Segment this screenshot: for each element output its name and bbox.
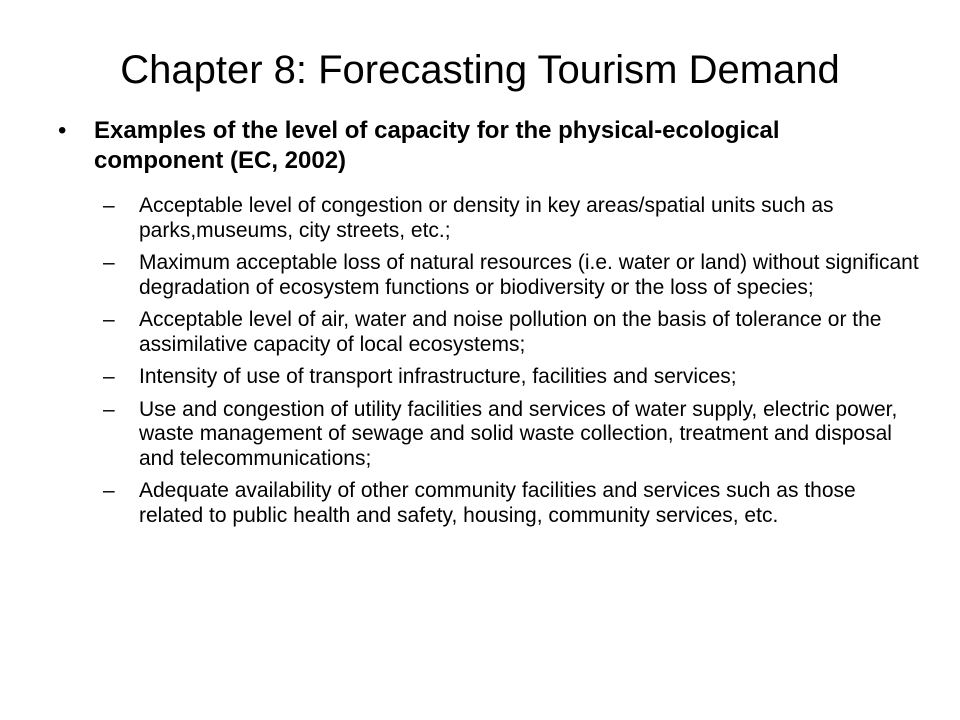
dash-marker: – (103, 194, 115, 217)
dash-marker: – (103, 397, 115, 421)
sub-bullet-text: Intensity of use of transport infrastructure, facilities and services; (139, 365, 737, 388)
slide-title: Chapter 8: Forecasting Tourism Demand (120, 48, 840, 92)
sub-bullet-text: Acceptable level of congestion or density in key areas/spatial units such as parks,museums, city streets, etc.; (139, 194, 834, 242)
sub-bullet-text: Use and congestion of utility facilities and services of water supply, electric power, waste management of sewage and solid waste collection, treatment and disposal and telecommunications; (139, 397, 898, 470)
sub-bullet-item (103, 479, 923, 528)
sub-bullet-item (103, 194, 923, 243)
sub-bullet-item (103, 365, 923, 390)
sub-bullet-list (103, 194, 923, 536)
sub-bullet-item (103, 308, 923, 357)
sub-bullet-item (103, 251, 923, 300)
sub-bullet-text: Maximum acceptable loss of natural resources (i.e. water or land) without significant degradation of ecosystem functions or biodiversity or the loss of species; (139, 251, 919, 299)
sub-bullet-text: Adequate availability of other community facilities and services such as those related to public health and safety, housing, community services, etc. (139, 479, 856, 527)
main-bullet (58, 116, 858, 176)
main-bullet-text: Examples of the level of capacity for the physical-ecological component (EC, 2002) (94, 117, 780, 174)
dash-marker: – (103, 479, 115, 502)
dash-marker: – (103, 251, 115, 274)
sub-bullet-item (103, 398, 923, 472)
bullet-marker: • (58, 117, 67, 144)
dash-marker: – (103, 365, 115, 388)
sub-bullet-text: Acceptable level of air, water and noise pollution on the basis of tolerance or the assimilative capacity of local ecosystems; (139, 308, 882, 356)
dash-marker: – (103, 308, 115, 331)
